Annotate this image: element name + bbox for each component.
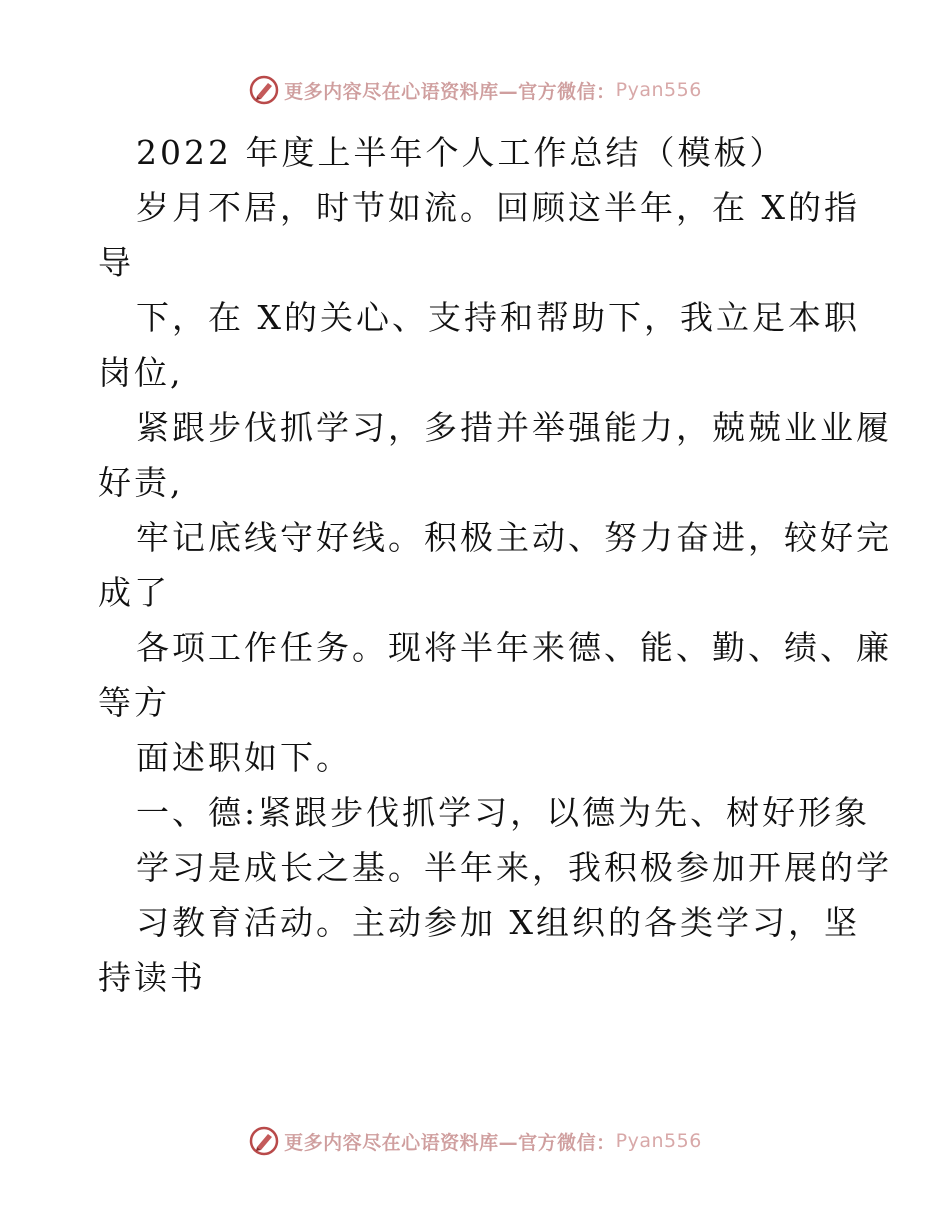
watermark-text: 更多内容尽在心语资料库—官方微信：	[284, 80, 616, 103]
watermark-wechat-id: Pyan556	[615, 1130, 702, 1152]
paragraph-line: 习教育活动。主动参加 X组织的各类学习，坚	[136, 903, 860, 942]
paragraph-line: 紧跟步伐抓学习，多措并举强能力，兢兢业业履	[136, 408, 892, 447]
document-body	[98, 125, 892, 1005]
paragraph-line: 好责,	[98, 463, 184, 502]
pen-seal-icon	[248, 74, 280, 106]
paragraph-line: 岗位,	[98, 353, 184, 392]
document-title: 2022 年度上半年个人工作总结（模板）	[136, 133, 786, 172]
paragraph-line: 面述职如下。	[136, 738, 352, 777]
watermark-wechat-id: Pyan556	[615, 79, 702, 101]
paragraph-line: 下，在 X的关心、支持和帮助下，我立足本职	[136, 298, 860, 337]
watermark-text: 更多内容尽在心语资料库—官方微信：	[284, 1131, 616, 1154]
paragraph-line: 成了	[98, 573, 170, 612]
header-watermark	[0, 70, 950, 110]
paragraph-line: 学习是成长之基。半年来，我积极参加开展的学	[136, 848, 892, 887]
paragraph-line: 导	[98, 243, 134, 282]
paragraph-line: 牢记底线守好线。积极主动、努力奋进，较好完	[136, 518, 892, 557]
paragraph-line: 一、德:紧跟步伐抓学习，以德为先、树好形象	[136, 793, 871, 832]
paragraph-line: 持读书	[98, 958, 206, 997]
paragraph-line: 各项工作任务。现将半年来德、能、勤、绩、廉	[136, 628, 892, 667]
pen-seal-icon	[248, 1125, 280, 1157]
footer-watermark	[0, 1121, 950, 1161]
paragraph-line: 等方	[98, 683, 170, 722]
paragraph-line: 岁月不居，时节如流。回顾这半年，在 X的指	[136, 188, 860, 227]
